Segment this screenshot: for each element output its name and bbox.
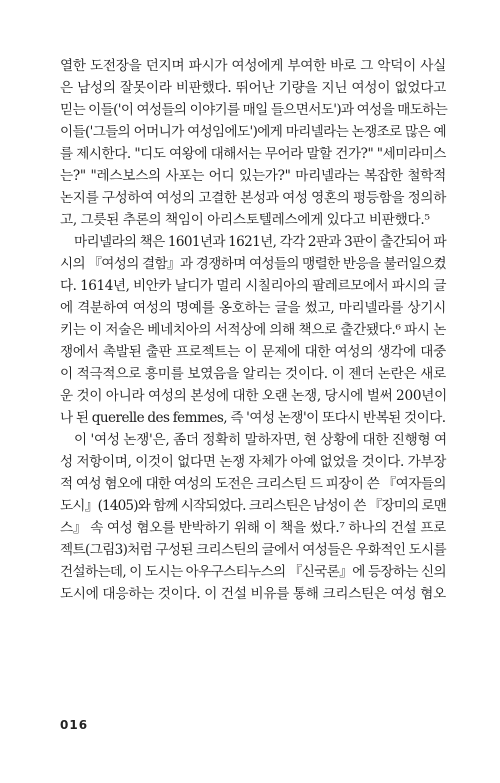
text-line: 이 적극적으로 흥미를 보였음을 알리는 것이다. 이 젠더 논란은 새로 — [60, 366, 446, 382]
text-line: 믿는 이들('이 여성들의 이야기를 매일 들으면서도')과 여성을 매도하는 — [60, 102, 448, 118]
text-line: 스』 속 여성 혐오를 반박하기 위해 이 책을 썼다.⁷ 하나의 건설 프로 — [60, 520, 446, 536]
text-line: 에 격분하여 여성의 명예를 옹호하는 글을 썼고, 마리넬라를 상기시 — [60, 300, 446, 316]
text-line: 를 제시한다. "디도 여왕에 대해서는 무어라 말할 건가?" "세미라미스 — [60, 146, 446, 162]
text-line: 이 '여성 논쟁'은, 좀더 정확히 말하자면, 현 상황에 대한 진행형 여 — [74, 432, 447, 448]
text-line: 적 여성 혐오에 대한 여성의 도전은 크리스틴 드 피장이 쓴 『여자들의 — [60, 476, 446, 492]
text-line: 도시에 대응하는 것이다. 이 건설 비유를 통해 크리스틴은 여성 혐오 — [60, 586, 446, 602]
text-line: 열한 도전장을 던지며 파시가 여성에게 부여한 바로 그 악덕이 사실 — [60, 58, 446, 74]
text-line: 성 저항이며, 이것이 없다면 논쟁 자체가 아예 없었을 것이다. 가부장 — [60, 454, 446, 470]
text-line: 시의 『여성의 결함』과 경쟁하며 여성들의 맹렬한 반응을 불러일으켰 — [60, 256, 446, 272]
text-line: 도시』(1405)와 함께 시작되었다. 크리스틴은 남성이 쓴 『장미의 로맨 — [60, 498, 446, 514]
page-number: 016 — [60, 718, 89, 732]
text-line: 키는 이 저술은 베네치아의 서적상에 의해 책으로 출간됐다.⁶ 파시 논 — [60, 322, 446, 338]
text-line: 다. 1614년, 비안카 날디가 멀리 시칠리아의 팔레르모에서 파시의 글 — [60, 278, 446, 294]
text-line: 건설하는데, 이 도시는 아우구스티누스의 『신국론』에 등장하는 신의 — [60, 564, 446, 580]
text-line: 쟁에서 촉발된 출판 프로젝트는 이 문제에 대한 여성의 생각에 대중 — [60, 344, 446, 360]
text-line: 마리넬라의 책은 1601년과 1621년, 각각 2판과 3판이 출간되어 파 — [74, 234, 446, 250]
text-line: 고, 그릇된 추론의 책임이 아리스토텔레스에게 있다고 비판했다.⁵ — [60, 212, 430, 228]
text-line: 운 것이 아니라 여성의 본성에 대한 오랜 논쟁, 당시에 벌써 200년이 — [60, 388, 448, 404]
text-line: 이들('그들의 어머니가 여성임에도')에게 마리넬라는 논쟁조로 많은 예 — [60, 124, 446, 140]
text-line: 은 남성의 잘못이라 비판했다. 뛰어난 기량을 지닌 여성이 없었다고 — [60, 80, 446, 96]
text-line: 젝트(그림3)처럼 구성된 크리스틴의 글에서 여성들은 우화적인 도시를 — [60, 542, 446, 558]
text-line: 논지를 구성하여 여성의 고결한 본성과 여성 영혼의 평등함을 정의하 — [60, 190, 446, 206]
body-text — [60, 55, 446, 605]
text-line: 나 된 querelle des femmes, 즉 '여성 논쟁'이 또다시 반복된 것이다. — [60, 410, 446, 426]
text-line: 는?" "레스보스의 사포는 어디 있는가?" 마리넬라는 복잡한 철학적 — [60, 168, 446, 184]
